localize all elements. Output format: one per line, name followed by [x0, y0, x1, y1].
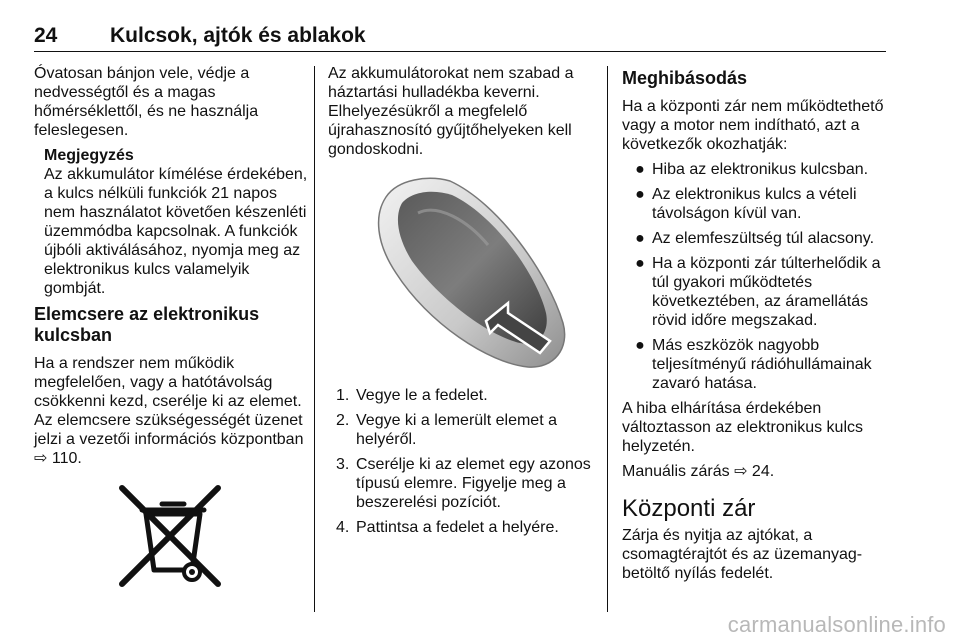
watermark: carmanualsonline.info	[727, 612, 946, 637]
list-item: 1. Vegye le a fedelet.	[336, 387, 488, 404]
section-heading-central-lock: Központi zár	[622, 495, 756, 522]
list-item: ● Más eszközök nagyobb teljesítményű rádióhullámainak zavaró hatása.	[622, 336, 892, 393]
note-title: Megjegyzés	[44, 147, 134, 164]
list-item: 3. Cserélje ki az elemet egy azonos típusú elemre. Figyelje meg a beszerelési pozíciót.	[336, 456, 591, 511]
malfunction-intro: Ha a központi zár nem működtethető vagy a motor nem indítható, azt a következők okozhatják:	[622, 98, 884, 153]
page-number: 24	[34, 24, 58, 47]
section-heading-malfunction: Meghibásodás	[622, 68, 748, 88]
intro-paragraph: Óvatosan bánjon vele, védje a nedvességtől és a magas hőmérséklettől, és ne használja feleslegesen.	[34, 65, 259, 139]
list-item: 2. Vegye ki a lemerült elemet a helyéről.	[336, 412, 557, 448]
list-item: ● Hiba az elektronikus kulcsban.	[622, 160, 892, 179]
disposal-paragraph: Az akkumulátorokat nem szabad a háztartási hulladékba keverni. Elhelyezésükről a megfelelő újrahasznosító gyűjtőhelyeken kell gondoskodni.	[328, 65, 574, 158]
chapter-title: Kulcsok, ajtók és ablakok	[110, 24, 366, 47]
section-heading-battery: Elemcsere az elektronikus kulcsban	[34, 304, 260, 345]
bullet-icon: ●	[635, 161, 645, 178]
page-ref-link[interactable]: 24.	[751, 463, 775, 480]
manual-lock-paragraph	[622, 462, 892, 481]
column-left	[34, 64, 309, 593]
bullet-icon: ●	[635, 337, 645, 354]
page-ref-arrow-icon: ⇨	[734, 463, 748, 480]
battery-paragraph	[34, 354, 309, 468]
column-right	[622, 64, 892, 589]
column-divider-left	[314, 66, 315, 612]
list-item: ● Az elemfeszültség túl alacsony.	[622, 229, 892, 248]
malfunction-list	[622, 160, 892, 393]
central-lock-paragraph: Zárja és nyitja az ajtókat, a csomagtérajtót és az üzemanyag-betöltő nyílás fedelét.	[622, 527, 863, 582]
steps-list	[328, 386, 598, 537]
bullet-icon: ●	[635, 186, 645, 203]
page-header	[34, 20, 886, 52]
column-divider-right	[607, 66, 608, 612]
page-ref-link[interactable]: 110.	[51, 450, 82, 467]
manual-lock-text: Manuális zárás	[622, 463, 730, 480]
note-block	[34, 146, 309, 298]
crossed-bin-icon	[112, 484, 228, 588]
page-ref-arrow-icon: ⇨	[34, 450, 48, 467]
column-middle	[328, 64, 598, 543]
battery-text: Ha a rendszer nem működik megfelelően, vagy a hatótávolság csökkenni kezd, cserélje ki az elemet. Az elemcsere szükségességét üzenet jelzi a vezetői információs központban	[34, 355, 304, 448]
list-item: ● Az elektronikus kulcs a vételi távolságon kívül van.	[622, 185, 892, 223]
electronic-key-illustration	[358, 173, 593, 373]
list-item: ● Ha a központi zár túlterhelődik a túl gyakori működtetés következtében, az áramellátás rövid időre megszakad.	[622, 254, 892, 330]
bullet-icon: ●	[635, 230, 645, 247]
fix-paragraph: A hiba elhárítása érdekében változtasson az elektronikus kulcs helyzetén.	[622, 400, 863, 455]
bullet-icon: ●	[635, 255, 645, 272]
note-body: Az akkumulátor kímélése érdekében, a kulcs nélküli funkciók 21 napos nem használatot követően készenléti üzemmódba kapcsolnak. A funkciók újbóli aktiválásához, nyomja meg az elektronikus kulcs valamelyik gombját.	[44, 166, 308, 297]
list-item: 4. Pattintsa a fedelet a helyére.	[336, 519, 559, 536]
